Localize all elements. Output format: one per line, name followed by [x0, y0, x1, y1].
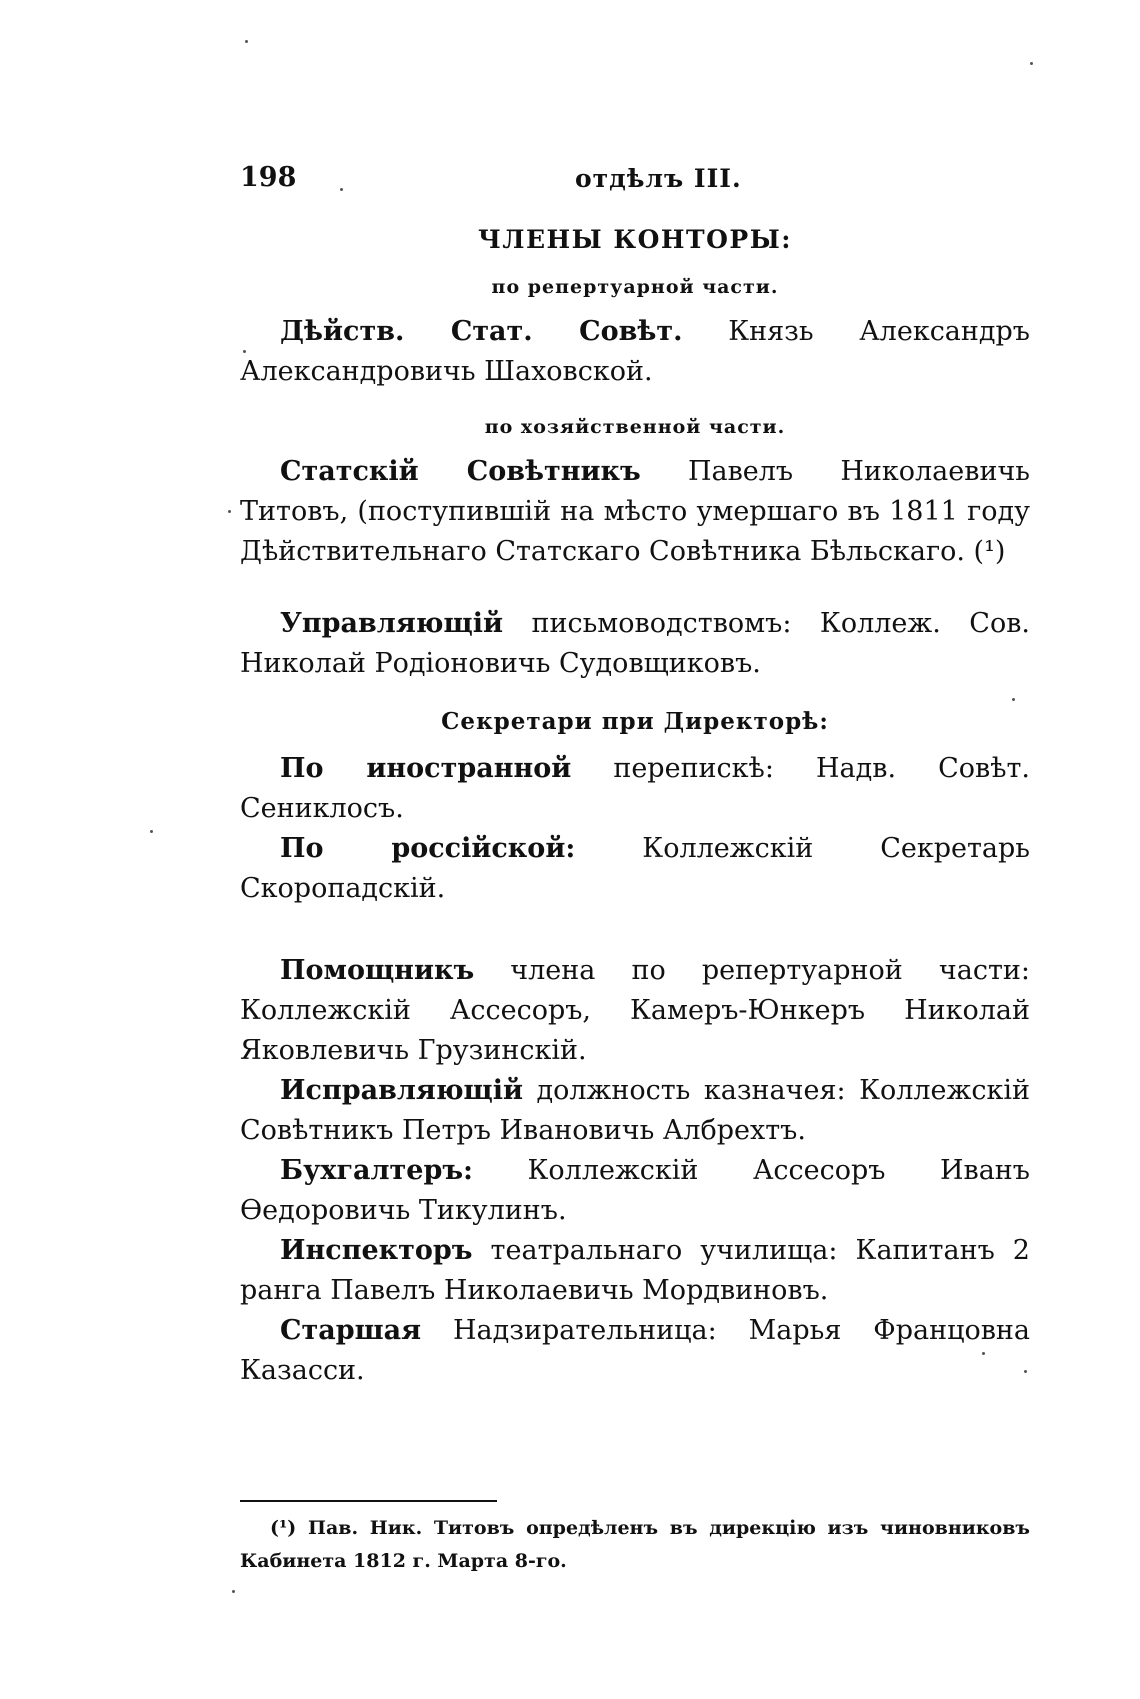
- inspector: [240, 1231, 1030, 1311]
- treasurer-lead: Исправляющій: [280, 1075, 524, 1106]
- inspector-lead: Инспекторъ: [280, 1235, 473, 1266]
- scan-speck: [243, 350, 246, 353]
- bookkeeper-lead: Бухгалтеръ:: [280, 1155, 473, 1186]
- records-manager-rest: письмоводствомъ: Коллеж. Сов. Николай Родіоновичь Судовщиковъ.: [240, 608, 1030, 679]
- scan-speck: [232, 1590, 235, 1593]
- repertory-heading: по репертуарной части.: [491, 276, 779, 298]
- treasurer-rest: должность казначея: Коллежскій Совѣтникъ Петръ Ивановичь Албрехтъ.: [240, 1075, 1030, 1146]
- secretary-russian-rest: Коллежскій Секретарь Скоропадскій.: [240, 833, 1030, 904]
- scan-speck: [228, 510, 231, 513]
- supervisor: [240, 1311, 1030, 1391]
- bookkeeper-rest: Коллежскій Ассесоръ Иванъ Ѳедоровичь Тикулинъ.: [240, 1155, 1030, 1226]
- page-number: 198: [240, 162, 297, 193]
- scan-speck: [245, 40, 248, 43]
- assistant-member: [240, 951, 1030, 1071]
- supervisor-rest: Надзирательница: Марья Францовна Казасси.: [240, 1315, 1030, 1386]
- secretary-foreign-rest: перепискѣ: Надв. Совѣт. Сениклосъ.: [240, 753, 1030, 824]
- records-manager: [240, 604, 1030, 684]
- repertory-member: [240, 312, 1030, 392]
- running-head: отдѣлъ III.: [575, 164, 742, 193]
- body-text: [240, 225, 1030, 1391]
- scan-speck: [150, 830, 153, 833]
- secretary-foreign-lead: По иностранной: [280, 753, 572, 784]
- assistant-member-rest: члена по репертуарной части: Коллежскій Ассесоръ, Камеръ-Юнкеръ Николай Яковлевичь Грузинскій.: [240, 955, 1030, 1066]
- bookkeeper: [240, 1151, 1030, 1231]
- office-members-heading: ЧЛЕНЫ КОНТОРЫ:: [478, 225, 792, 254]
- economic-member-lead: Статскій Совѣтникъ: [280, 456, 641, 487]
- repertory-member-lead: Дѣйств. Стат. Совѣт.: [280, 316, 683, 347]
- economic-member: [240, 452, 1030, 572]
- secretary-russian: [240, 829, 1030, 909]
- assistant-member-lead: Помощникъ: [280, 955, 475, 986]
- scan-speck: [1024, 1370, 1027, 1373]
- scan-speck: [340, 188, 343, 191]
- scan-speck: [982, 1352, 985, 1355]
- supervisor-lead: Старшая: [280, 1315, 422, 1346]
- repertory-member-rest: Князь Александръ Александровичь Шаховской.: [240, 316, 1030, 387]
- records-manager-lead: Управляющій: [280, 608, 503, 639]
- economic-heading: по хозяйственной части.: [484, 416, 786, 438]
- scan-speck: [1012, 698, 1015, 701]
- economic-member-rest: Павелъ Николаевичь Титовъ, (поступившій на мѣсто умершаго въ 1811 году Дѣйствительнаго Статскаго Совѣтника Бѣльскаго. (¹): [240, 456, 1030, 567]
- footnote-divider: [240, 1500, 497, 1502]
- page-header: [240, 162, 1030, 202]
- treasurer: [240, 1071, 1030, 1151]
- scan-speck: [1030, 62, 1033, 65]
- secretary-foreign: [240, 749, 1030, 829]
- inspector-rest: театральнаго училища: Капитанъ 2 ранга Павелъ Николаевичь Мордвиновъ.: [240, 1235, 1030, 1306]
- secretaries-heading: Секретари при Директорѣ:: [441, 708, 829, 735]
- secretary-russian-lead: По россійской:: [280, 833, 576, 864]
- footnote: (¹) Пав. Ник. Титовъ опредѣленъ въ дирекцію изъ чиновниковъ Кабинета 1812 г. Марта 8-го.: [240, 1517, 1030, 1572]
